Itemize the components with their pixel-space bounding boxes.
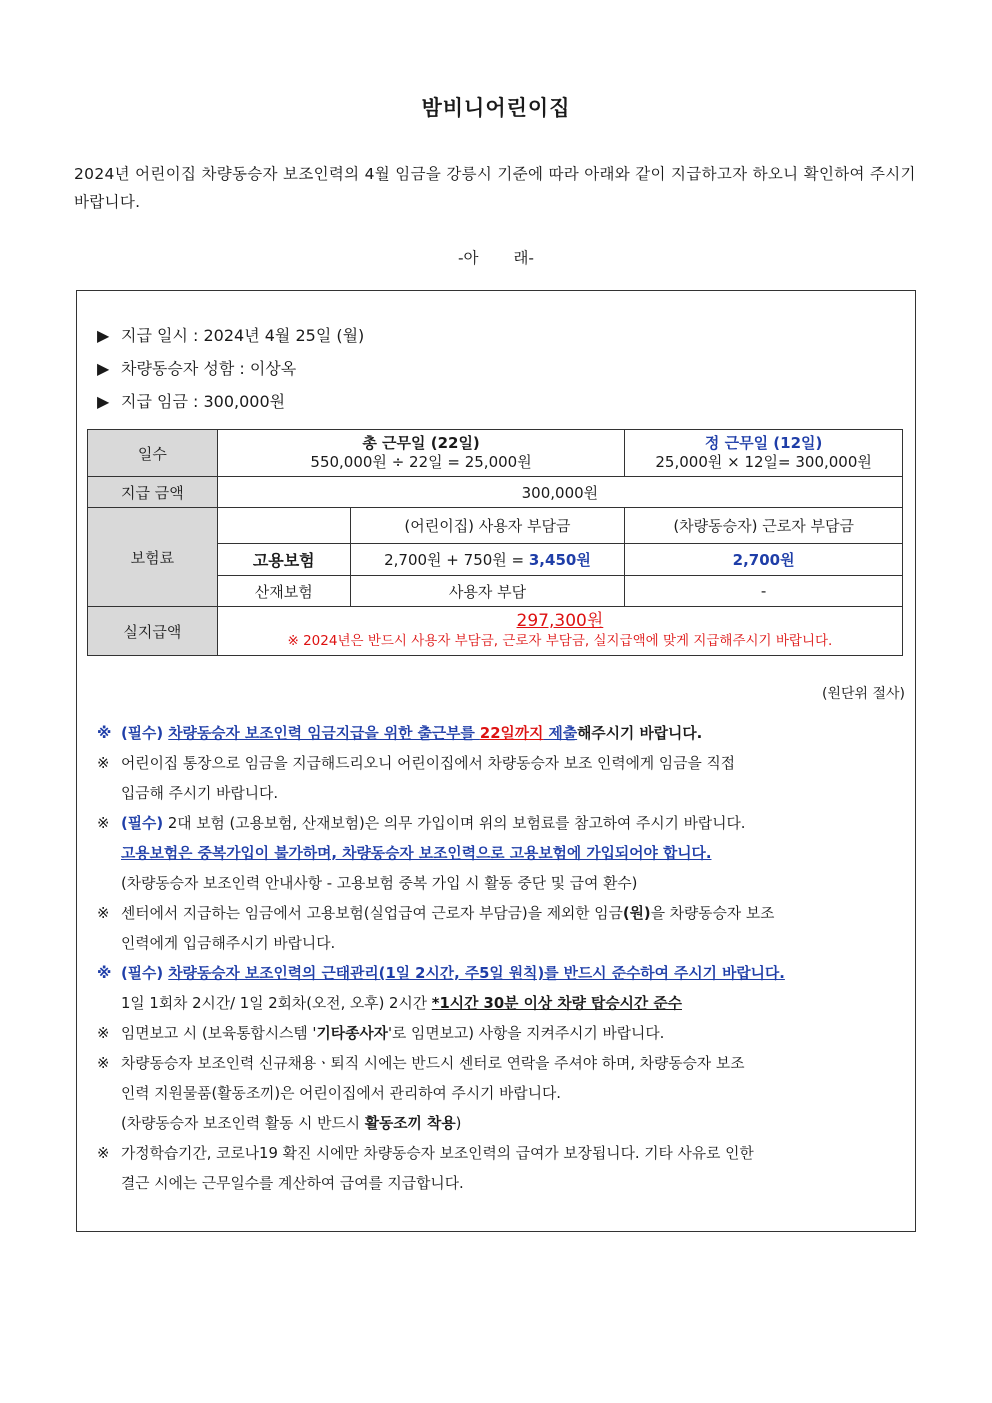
- notes-list: ※ (필수) 차량동승자 보조인력 임금지급을 위한 출근부를 22일까지 제출해주시기 바랍니다. ※ 어린이집 통장으로 임금을 지급해드리오니 어린이집에서 차량동승자 보조 인력에게 임금을 직접 입금해 주시기 바랍니다. ※ (필수) 2대 보험 (고용보험, 산재보험)은 의무 가입이며 위의 보험료를 참고하여 주시기 바랍니다. 고용보험은 중복가입이 불가하며, 차량동승자 보조인력으로 고용보험에 가입되어야 합니다. (차량동승자 보조인력 안내사항 - 고용보험 중복 가입 시 활동 중단 및 급여 환수) ※ 센터에서 지급하는 임금에서 고용보험(실업급여 근로자 부담금)을 제외한 임금(원)을 차량동승자 보조 인력에게 입금해주시기 바랍니다. ※ (필수) 차량동승자 보조인력의 근태관리(1일 2시간, 주5일 원칙)를 반드시 준수하여 주시기 바랍니다. 1일 1회차 2시간/ 1일 2회차(오전, 오후) 2시간 *1시간 30분 이상 차량 탑승시간 준수 ※ 임면보고 시 (보육통합시스템 '기타종사자'로 임면보고) 사항을 지켜주시기 바랍니다. ※ 차량동승자 보조인력 신규채용ㆍ퇴직 시에는 반드시 센터로 연락을 주셔야 하며, 차량동승자 보조 인력 지원물품(활동조끼)은 어린이집에서 관리하여 주시기 바랍니다. (차량동승자 보조인력 활동 시 반드시 활동조끼 착용) ※ 가정학습기간, 코로나19 확진 시에만 차량동승자 보조인력의 급여가 보장됩니다. 기타 사유로 인한 결근 시에는 근무일수를 계산하여 급여를 지급합니다.: [97, 719, 909, 1199]
- details-box: [76, 290, 916, 1232]
- info-worker-name: ▶ 차량동승자 성함 : 이상옥: [97, 359, 297, 378]
- note-item: ※ (필수) 차량동승자 보조인력의 근태관리(1일 2시간, 주5일 원칙)를 반드시 준수하여 주시기 바랍니다.: [97, 965, 785, 982]
- pay-table: [87, 429, 903, 656]
- page-title: 밤비니어린이집: [421, 96, 571, 120]
- net-pay-cell: [217, 607, 902, 656]
- accident-employer-share: 사용자 부담: [350, 576, 625, 607]
- employment-insurance-label: 고용보험: [217, 544, 350, 576]
- worker-share-header: (차량동승자) 근로자 부담금: [625, 508, 903, 544]
- net-pay-note: ※ 2024년은 반드시 사용자 부담금, 근로자 부담금, 실지급액에 맞게 지급해주시기 바랍니다.: [287, 633, 833, 649]
- note-item: ※ 임면보고 시 (보육통합시스템 '기타종사자'로 임면보고) 사항을 지켜주시기 바랍니다.: [97, 1025, 665, 1042]
- net-pay-label: 실지급액: [88, 607, 218, 656]
- note-item: ※ (필수) 차량동승자 보조인력 임금지급을 위한 출근부를 22일까지 제출해주시기 바랍니다.: [97, 725, 703, 742]
- note-item: ※ 가정학습기간, 코로나19 확진 시에만 차량동승자 보조인력의 급여가 보장됩니다. 기타 사유로 인한: [97, 1145, 754, 1162]
- intro-paragraph: 2024년 어린이집 차량동승자 보조인력의 4월 임금을 강릉시 기준에 따라 아래와 같이 지급하고자 하오니 확인하여 주시기 바랍니다.: [74, 165, 916, 211]
- accident-insurance-label: 산재보험: [217, 576, 350, 607]
- days-label: 일수: [88, 430, 218, 477]
- info-pay-date: ▶ 지급 일시 : 2024년 4월 25일 (월): [97, 326, 365, 345]
- note-item: ※ 어린이집 통장으로 임금을 지급해드리오니 어린이집에서 차량동승자 보조 인력에게 임금을 직접: [97, 755, 736, 772]
- pay-amount-label: 지급 금액: [88, 477, 218, 508]
- info-pay-amount: ▶ 지급 임금 : 300,000원: [97, 392, 286, 411]
- note-item: ※ 센터에서 지급하는 임금에서 고용보험(실업급여 근로자 부담금)을 제외한 임금(원)을 차량동승자 보조: [97, 905, 775, 922]
- actual-days-cell: 정 근무일 (12일) 25,000원 × 12일= 300,000원: [625, 430, 903, 477]
- bullet-icon: ▶: [97, 392, 110, 411]
- unit-note: (원단위 절사): [822, 686, 905, 702]
- employer-share-header: (어린이집) 사용자 부담금: [350, 508, 625, 544]
- pay-amount-value: 300,000원: [217, 477, 902, 508]
- section-heading: -아 래-: [457, 249, 535, 267]
- note-item: ※ (필수) 2대 보험 (고용보험, 산재보험)은 의무 가입이며 위의 보험료를 참고하여 주시기 바랍니다.: [97, 815, 746, 832]
- net-pay-value: 297,300원: [516, 611, 604, 631]
- bullet-icon: ▶: [97, 359, 110, 378]
- bullet-icon: ▶: [97, 326, 110, 345]
- total-days-cell: 총 근무일 (22일) 550,000원 ÷ 22일 = 25,000원: [217, 430, 624, 477]
- insurance-label: 보험료: [88, 508, 218, 607]
- accident-worker-share: -: [625, 576, 903, 607]
- employment-employer-share: 2,700원 + 750원 = 3,450원: [350, 544, 625, 576]
- employment-worker-share: 2,700원: [625, 544, 903, 576]
- note-item: ※ 차량동승자 보조인력 신규채용ㆍ퇴직 시에는 반드시 센터로 연락을 주셔야 하며, 차량동승자 보조: [97, 1055, 745, 1072]
